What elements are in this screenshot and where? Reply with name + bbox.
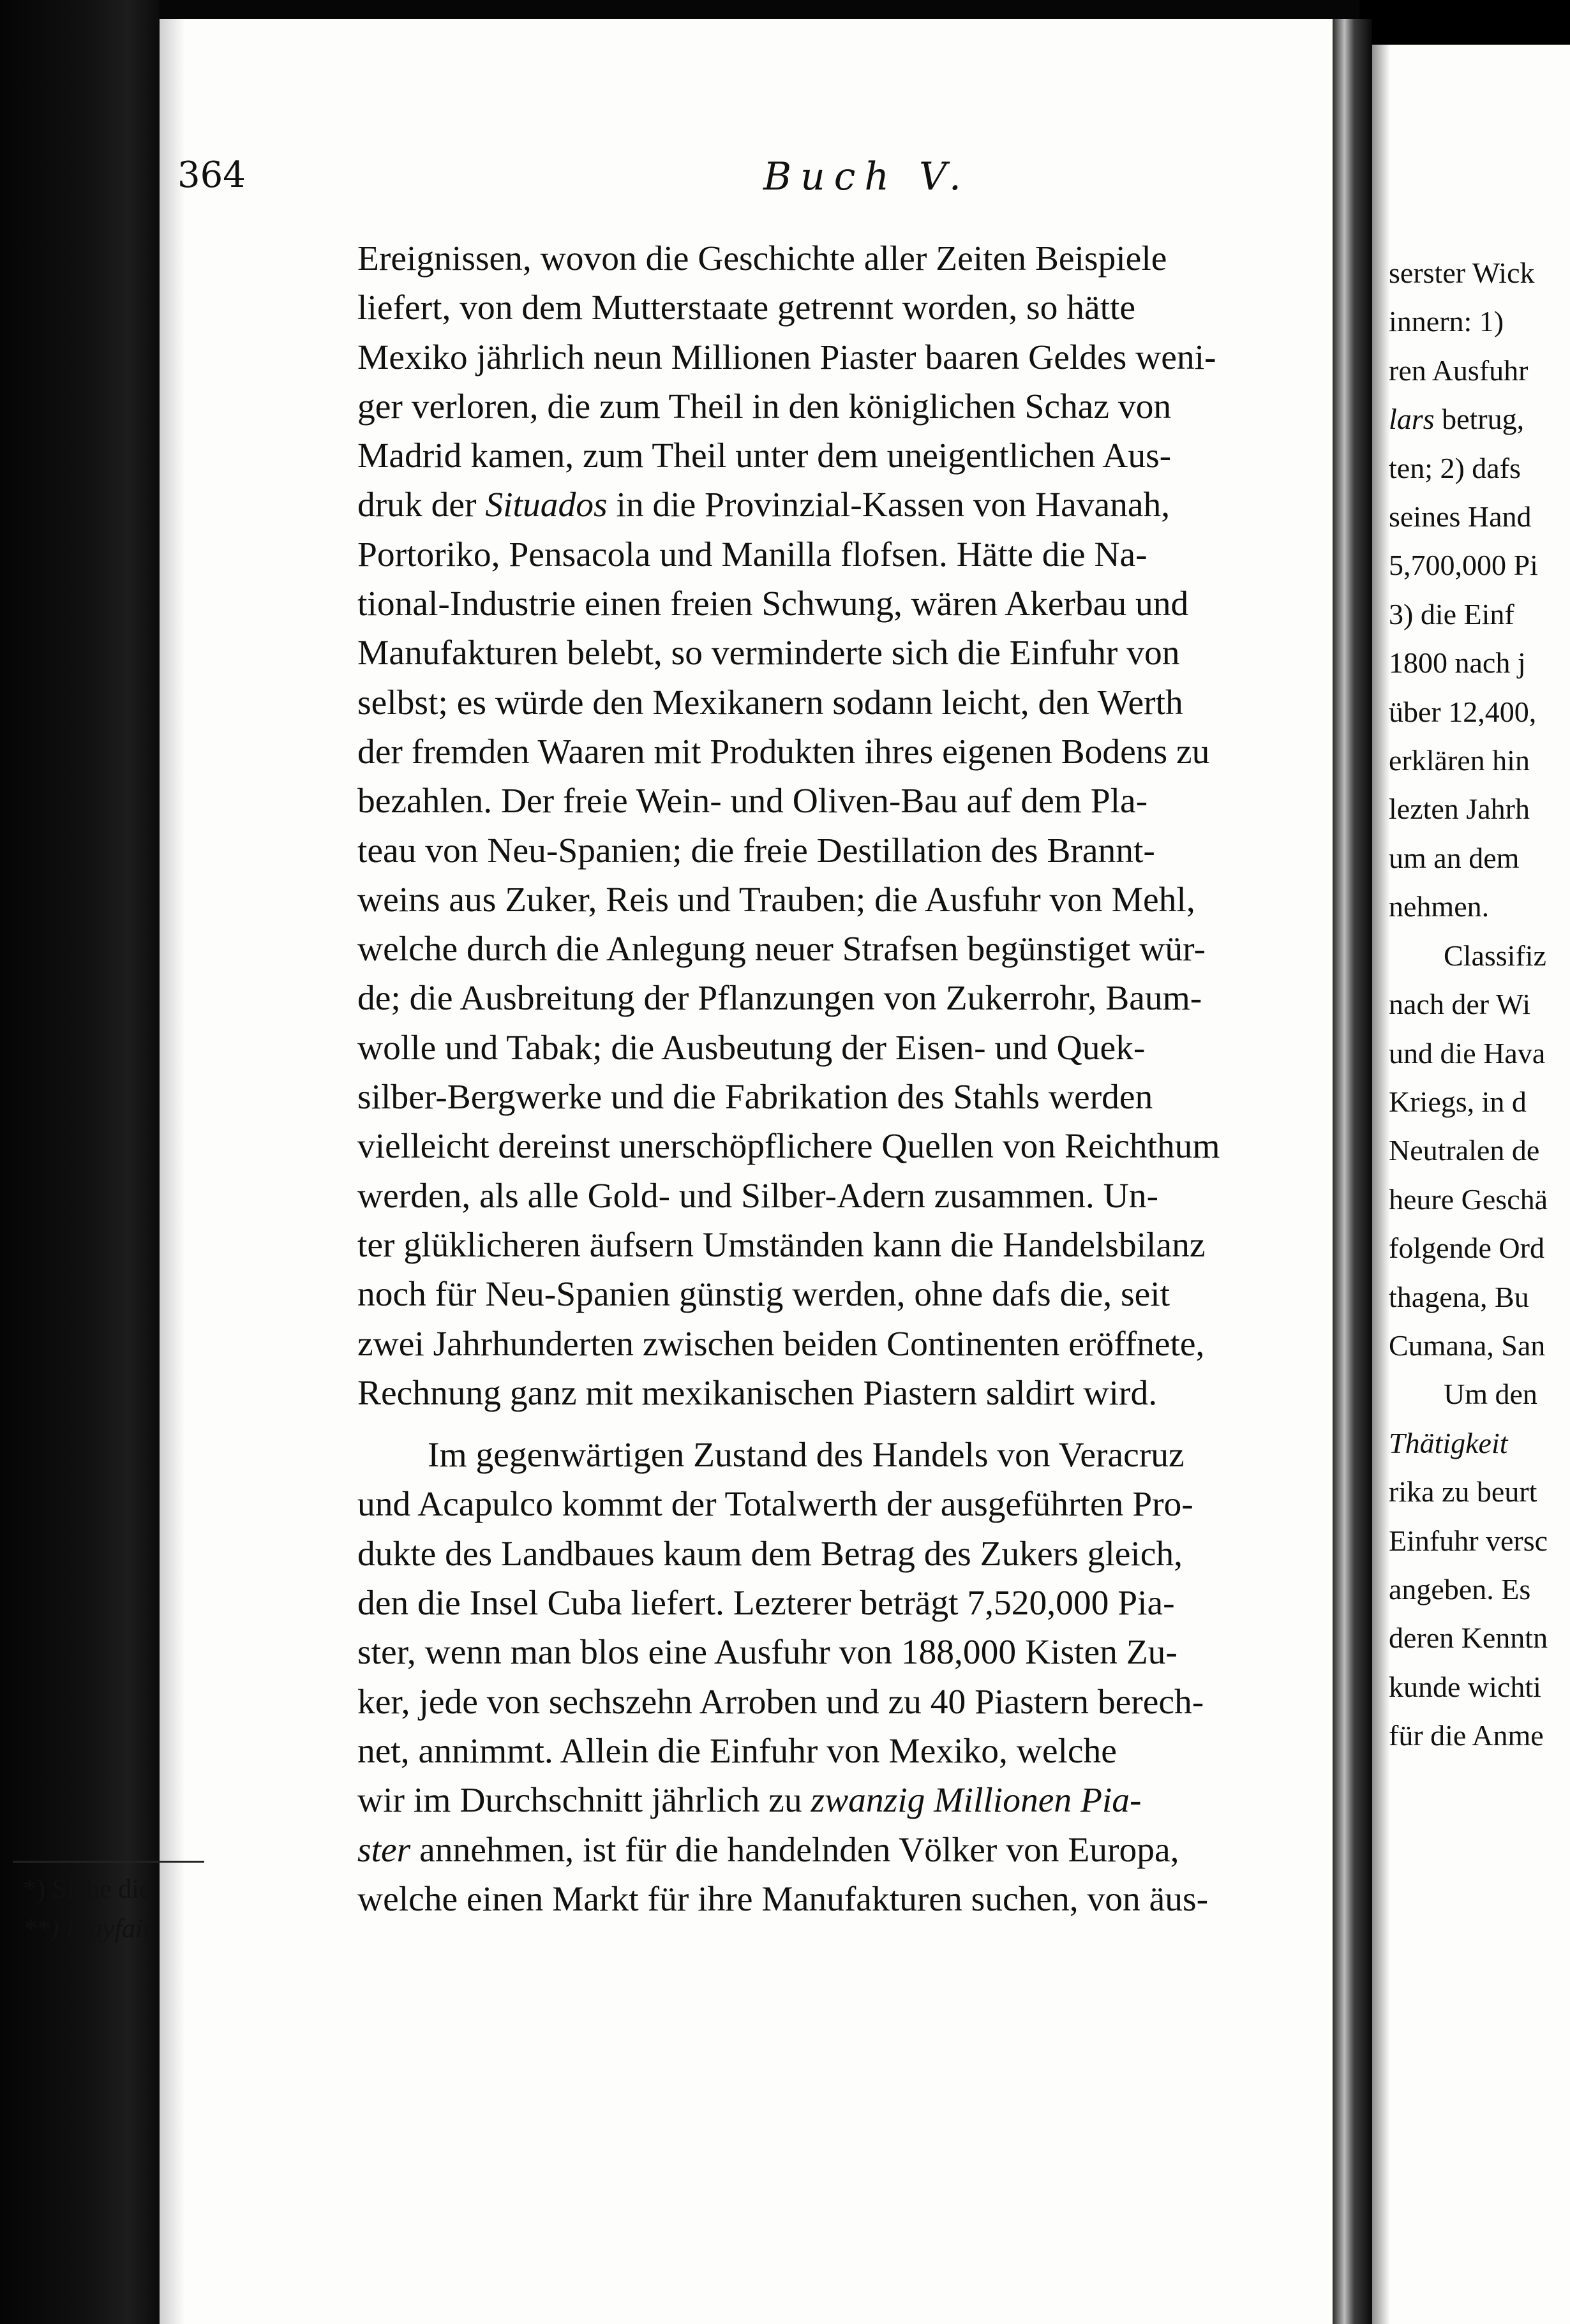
text-line: innern: 1)	[1389, 305, 1504, 338]
text-line: ten; 2) dafs	[1389, 451, 1521, 484]
text-line: ker, jede von sechszehn Arroben und zu 40 Piastern berech-	[357, 1682, 1204, 1722]
text-line: ren Ausfuhr	[1389, 354, 1529, 387]
text-line: 1800 nach j	[1389, 646, 1526, 680]
text-line: liefert, von dem Mutterstaate getrennt worden, so hätte	[357, 288, 1136, 328]
text-line: den die Insel Cuba liefert. Lezterer beträgt 7,520,000 Pia-	[357, 1584, 1175, 1623]
italic-term: ster	[357, 1830, 411, 1870]
text-line: ster, wenn man blos eine Ausfuhr von 188,000 Kisten Zu-	[357, 1633, 1178, 1672]
text-line: ger verloren, die zum Theil in den königlichen Schaz von	[357, 387, 1172, 426]
text-line: dukte des Landbaues kaum dem Betrag des Zukers gleich,	[357, 1534, 1183, 1574]
text-line: teau von Neu-Spanien; die freie Destillation des Brannt-	[357, 831, 1155, 870]
text-line: tional-Industrie einen freien Schwung, wären Akerbau und	[357, 585, 1189, 624]
text-fragment: wir im Durchschnitt jährlich zu	[357, 1781, 802, 1821]
text-line: noch für Neu-Spanien günstig werden, ohne dafs die, seit	[357, 1275, 1170, 1315]
paragraph-start-line: Im gegenwärtigen Zustand des Handels von Veracruz	[428, 1436, 1185, 1475]
footnotes	[23, 1870, 153, 1949]
main-text-block	[357, 234, 1334, 1924]
text-line: thagena, Bu	[1389, 1280, 1529, 1313]
text-line: Rechnung ganz mit mexikanischen Piastern saldirt wird.	[357, 1373, 1158, 1413]
paragraph-start-line: Classifiz	[1444, 939, 1546, 972]
text-line: wolle und Tabak; die Ausbeutung der Eisen- und Quek-	[357, 1028, 1146, 1068]
text-fragment: annehmen, ist für die handelnden Völker von Europa,	[419, 1830, 1179, 1870]
page-shadow	[160, 19, 185, 2324]
footnote: **) Playfair	[23, 1914, 154, 1944]
text-line: Cumana, San	[1389, 1329, 1546, 1362]
book-spine	[1333, 19, 1372, 2324]
text-line: rika zu beurt	[1389, 1475, 1537, 1508]
text-line: der fremden Waaren mit Produkten ihres eigenen Bodens zu	[357, 732, 1210, 771]
book-gutter	[0, 0, 160, 2324]
text-line: Manufakturen belebt, so verminderte sich die Einfuhr von	[357, 634, 1180, 673]
italic-term: zwanzig Millionen Pia-	[811, 1781, 1142, 1821]
text-line: 5,700,000 Pi	[1389, 549, 1538, 582]
text-line: über 12,400,	[1389, 695, 1537, 728]
text-line: bezahlen. Der freie Wein- und Oliven-Bau auf dem Pla-	[357, 782, 1148, 821]
text-line: welche durch die Anlegung neuer Strafsen begünstiget wür-	[357, 930, 1206, 969]
text-line: Ereignissen, wovon die Geschichte aller Zeiten Beispiele	[357, 239, 1167, 278]
italic-term: Thätigkeit	[1389, 1426, 1508, 1459]
text-line: vielleicht dereinst unerschöpflichere Quellen von Reichthum	[357, 1127, 1220, 1166]
italic-term: lars	[1389, 403, 1435, 436]
text-line: serster Wick	[1389, 257, 1535, 289]
text-line: und die Hava	[1389, 1036, 1546, 1069]
text-line: silber-Bergwerke und die Fabrikation des Stahls werden	[357, 1078, 1153, 1117]
text-line: net, annimmt. Allein die Einfuhr von Mexiko, welche	[357, 1731, 1117, 1771]
text-line: ter glüklicheren äufsern Umständen kann die Handelsbilanz	[357, 1225, 1206, 1265]
text-line: de; die Ausbreitung der Pflanzungen von Zukerrohr, Baum-	[357, 979, 1202, 1018]
text-line: Mexiko jährlich neun Millionen Piaster baaren Geldes weni-	[357, 338, 1216, 377]
text-line: Neutralen de	[1389, 1134, 1540, 1167]
footnote-rule	[13, 1861, 204, 1863]
text-line: selbst; es würde den Mexikanern sodann leicht, den Werth	[357, 683, 1183, 722]
running-head	[177, 154, 1326, 205]
page-right	[1372, 45, 1570, 2324]
text-line: werden, als alle Gold- und Silber-Adern zusammen. Un-	[357, 1176, 1158, 1216]
text-line: nehmen.	[1389, 890, 1490, 923]
text-line: Portoriko, Pensacola und Manilla flofsen. Hätte die Na-	[357, 535, 1148, 574]
right-text-block	[1389, 249, 1548, 1761]
text-fragment: druk der	[357, 486, 477, 525]
text-line	[1389, 395, 1548, 443]
text-line: seines Hand	[1389, 500, 1532, 533]
text-line	[357, 480, 1334, 530]
text-line: Madrid kamen, zum Theil unter dem uneigentlichen Aus-	[357, 436, 1172, 476]
paragraph-start-line: Um den	[1444, 1378, 1537, 1411]
text-line: zwei Jahrhunderten zwischen beiden Continenten eröffnete,	[357, 1324, 1205, 1364]
running-title: Buch V.	[763, 154, 970, 199]
page-number: 364	[177, 154, 246, 196]
text-line: nach der Wi	[1389, 988, 1531, 1021]
text-line: 3) die Einf	[1389, 597, 1514, 630]
italic-term: Situados	[485, 486, 608, 525]
text-line: für die Anme	[1389, 1719, 1544, 1752]
text-line	[357, 1776, 1334, 1825]
text-line: lezten Jahrh	[1389, 793, 1530, 826]
text-line: weins aus Zuker, Reis und Trauben; die Ausfuhr von Mehl,	[357, 880, 1195, 920]
text-line	[357, 1826, 1334, 1875]
text-line: um an dem	[1389, 841, 1520, 874]
footnote: *) Siehe die	[23, 1875, 151, 1904]
text-line: deren Kenntn	[1389, 1621, 1548, 1655]
page-shadow	[1372, 45, 1390, 2324]
text-line: Einfuhr versc	[1389, 1524, 1548, 1557]
text-line: erklären hin	[1389, 744, 1530, 777]
text-line: welche einen Markt für ihre Manufakturen suchen, von äus-	[357, 1879, 1209, 1919]
text-line: folgende Ord	[1389, 1232, 1544, 1265]
text-fragment: in die Provinzial-Kassen von Havanah,	[616, 486, 1170, 525]
text-line: angeben. Es	[1389, 1572, 1531, 1605]
scan-border	[160, 0, 1359, 20]
text-fragment: betrug,	[1442, 403, 1525, 436]
text-line: und Acapulco kommt der Totalwerth der ausgeführten Pro-	[357, 1485, 1193, 1524]
text-line: Kriegs, in d	[1389, 1085, 1527, 1118]
text-line: heure Geschä	[1389, 1182, 1548, 1216]
text-line: kunde wichti	[1389, 1670, 1541, 1703]
